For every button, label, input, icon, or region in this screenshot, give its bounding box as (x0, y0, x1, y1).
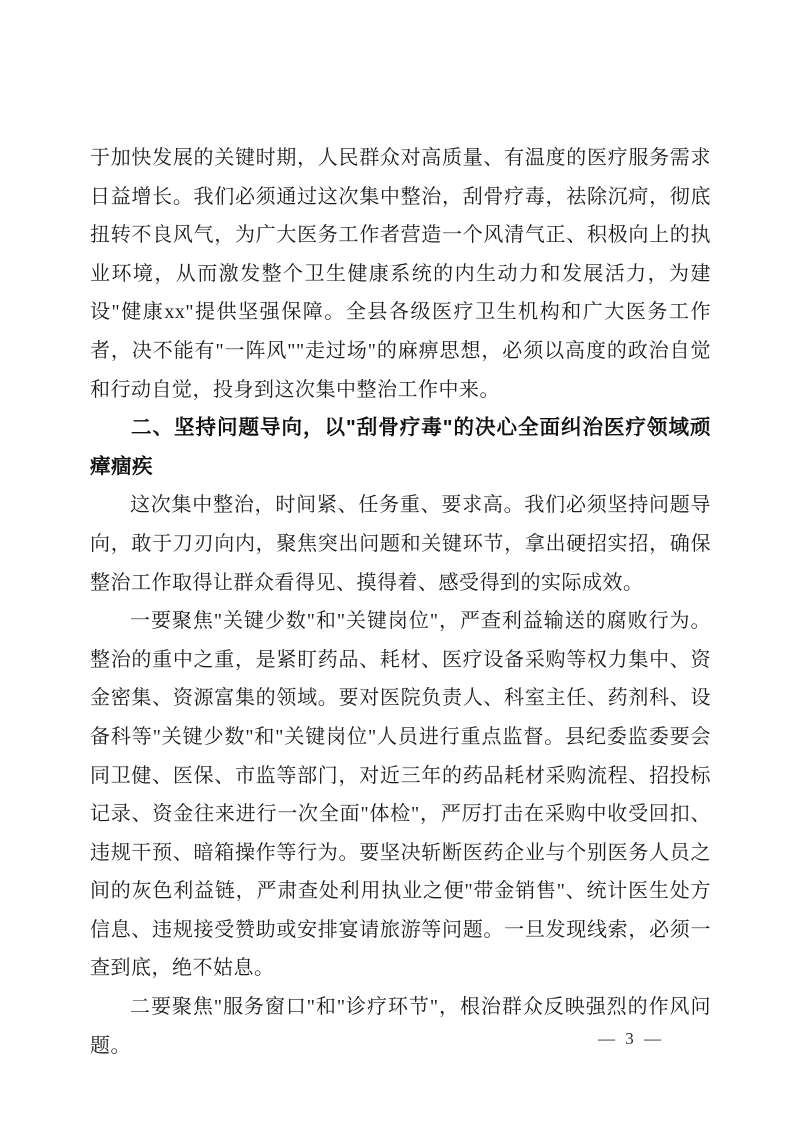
page-number: — 3 — (598, 1029, 664, 1048)
paragraph-point-one: 一要聚焦"关键少数"和"关键岗位"，严查利益输送的腐败行为。整治的重中之重，是紧盯药品、耗材、医疗设备采购等权力集中、资金密集、资源富集的领域。要对医院负责人、科室主任、药剂科、设备科等"关键少数"和"关键岗位"人员进行重点监督。县纪委监委要会同卫健、医保、市监等部门，对近三年的药品耗材采购流程、招投标记录、资金往来进行一次全面"体检"，严厉打击在采购中收受回扣、违规干预、暗箱操作等行为。要坚决斩断医药企业与个别医务人员之间的灰色利益链，严肃查处利用执业之便"带金销售"、统计医生处方信息、违规接受赞助或安排宴请旅游等问题。一旦发现线索，必须一查到底，绝不姑息。 (90, 610, 711, 980)
paragraph-intro: 这次集中整治，时间紧、任务重、要求高。我们必须坚持问题导向，敢于刀刃向内，聚焦突出问题和关键环节，拿出硬招实招，确保整治工作取得让群众看得见、摸得着、感受得到的实际成效。 (90, 494, 711, 594)
page-content (90, 139, 711, 1065)
paragraph-point-two: 二要聚焦"服务窗口"和"诊疗环节"，根治群众反映强烈的作风问题。 (90, 996, 711, 1057)
section-heading: 二、坚持问题导向，以"刮骨疗毒"的决心全面纠治医疗领域顽瘴痼疾 (90, 416, 711, 478)
paragraph-continuation: 于加快发展的关键时期，人民群众对高质量、有温度的医疗服务需求日益增长。我们必须通过这次集中整治，刮骨疗毒，祛除沉疴，彻底扭转不良风气，为广大医务工作者营造一个风清气正、积极向上的执业环境，从而激发整个卫生健康系统的内生动力和发展活力，为建设"健康xx"提供坚强保障。全县各级医疗卫生机构和广大医务工作者，决不能有"一阵风""走过场"的麻痹思想，必须以高度的政治自觉和行动自觉，投身到这次集中整治工作中来。 (90, 147, 711, 401)
